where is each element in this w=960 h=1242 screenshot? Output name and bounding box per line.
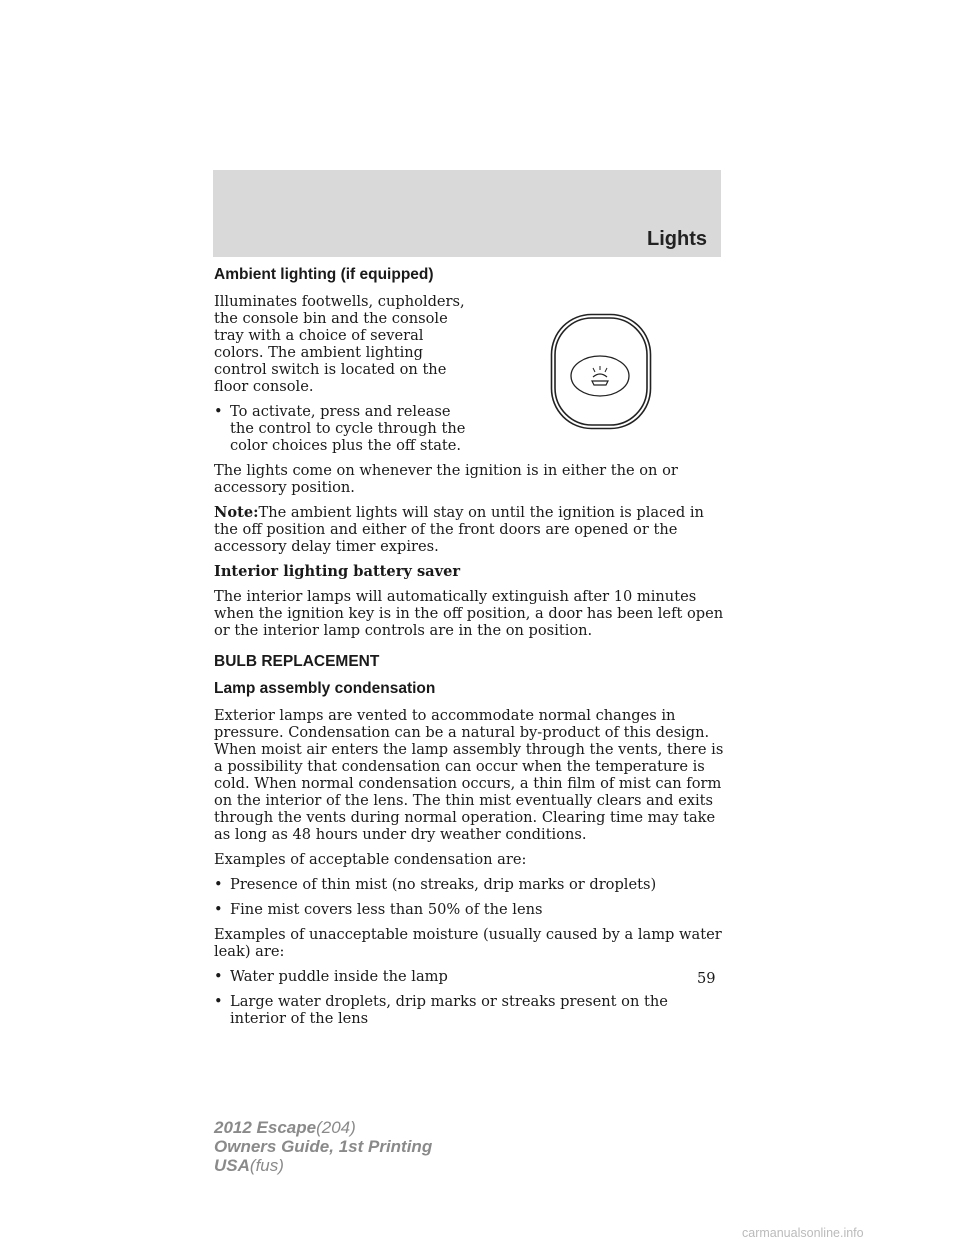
section-title: Lights [647,228,707,250]
ambient-heading: Ambient lighting (if equipped) [214,266,434,283]
footer-market-line: USA(fus) [214,1156,284,1175]
ambient-intro-block [214,293,724,454]
bullet-dot: • [214,876,223,893]
acceptable-item: • Presence of thin mist (no streaks, drip marks or droplets) [214,876,657,893]
battery-saver-heading: Interior lighting battery saver [214,563,461,580]
ambient-intro: Illuminates footwells, cupholders, the console bin and the console tray with a choice of several colors. The ambient lighting control switch is located on the floor console. [214,293,465,395]
bullet-dot: • [214,901,223,918]
ambient-bullet: • To activate, press and release the control to cycle through the color choices plus the off state. [214,403,466,454]
watermark: carmanualsonline.info [742,1226,864,1240]
page-number: 59 [697,970,716,987]
ambient-ignition-paragraph: The lights come on whenever the ignition is in either the on or accessory position. [214,462,678,496]
bullet-dot: • [214,968,223,985]
footer-model-line: 2012 Escape(204) [214,1118,356,1137]
acceptable-item: • Fine mist covers less than 50% of the lens [214,901,543,918]
battery-saver-text: The interior lamps will automatically extinguish after 10 minutes when the ignition key is in the off position, a door has been left open or the interior lamp controls are in the on position. [214,588,724,639]
footer-guide-line: Owners Guide, 1st Printing [214,1137,433,1156]
print-footer [214,1118,432,1175]
bullet-dot: • [214,403,223,420]
ambient-note: Note:The ambient lights will stay on until the ignition is placed in the off position and either of the front doors are opened or the accessory delay timer expires. [214,504,704,555]
bullet-dot: • [214,993,223,1010]
unacceptable-item: • Large water droplets, drip marks or streaks present on the interior of the lens [214,993,668,1027]
unacceptable-intro: Examples of unacceptable moisture (usually caused by a lamp water leak) are: [214,926,722,960]
unacceptable-item: • Water puddle inside the lamp [214,968,448,985]
bulb-replacement-heading: BULB REPLACEMENT [214,653,380,670]
ambient-lighting-switch-icon [550,313,652,430]
section-header-band [213,170,721,257]
condensation-heading: Lamp assembly condensation [214,680,436,697]
acceptable-intro: Examples of acceptable condensation are: [214,851,527,868]
page-content [214,266,724,1035]
condensation-paragraph: Exterior lamps are vented to accommodate normal changes in pressure. Condensation can be a natural by-product of this design. When moist air enters the lamp assembly through the vents, there is a possibility that condensation can occur when the temperature is cold. When normal condensation occurs, a thin film of mist can form on the interior of the lens. The thin mist eventually clears and exits through the vents during normal operation. Clearing time may take as long as 48 hours under dry weather conditions. [214,707,724,843]
